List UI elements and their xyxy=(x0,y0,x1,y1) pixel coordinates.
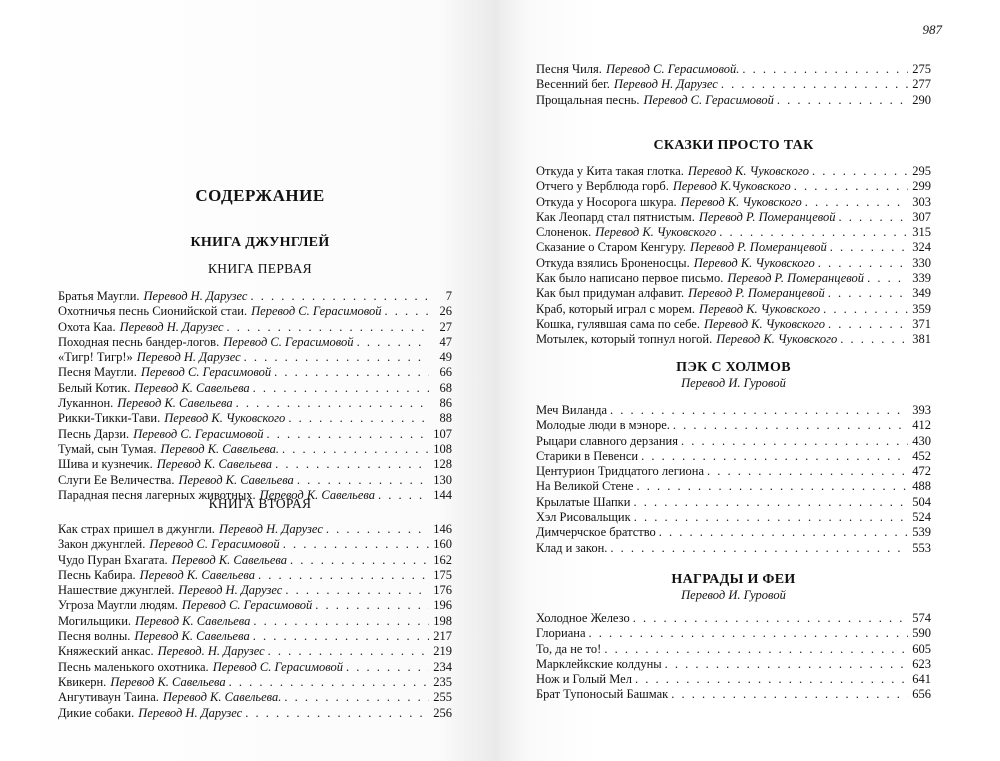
toc-entry-page-number: 217 xyxy=(433,629,452,644)
toc-entry xyxy=(58,629,452,644)
dot-leader xyxy=(250,289,429,304)
dot-leader xyxy=(227,320,429,335)
toc-entry-title: Как Леопард стал пятнистым. xyxy=(536,209,695,224)
toc-entry-page-number: 590 xyxy=(912,626,931,641)
toc-entry-translator: Перевод Н. Дарузес xyxy=(119,319,224,334)
toc-entry xyxy=(58,568,452,583)
toc-entry xyxy=(58,706,452,721)
toc-entry-translator: Перевод К.Чуковского xyxy=(672,179,791,194)
toc-entry xyxy=(58,473,452,488)
toc-entry-page-number: 393 xyxy=(912,403,931,417)
toc-entry-translator: Перевод С. Герасимовой xyxy=(140,365,272,380)
dot-leader xyxy=(589,626,909,641)
dot-leader xyxy=(229,675,429,690)
dot-leader xyxy=(777,93,908,108)
toc-entry-title: Мотылек, который топнул ногой. xyxy=(536,332,713,347)
toc-entry-page-number: 539 xyxy=(912,525,931,540)
toc-entry-translator: Перевод Н. Дарузес xyxy=(613,77,718,92)
toc-entry-page-number: 26 xyxy=(439,304,452,319)
dot-leader xyxy=(830,240,908,255)
toc-entry-title: Дикие собаки. xyxy=(58,705,135,720)
toc-entry xyxy=(536,286,931,301)
toc-entry-translator: Перевод К. Савельева xyxy=(135,613,251,628)
toc-entry-translator: Перевод К. Чуковского xyxy=(164,411,286,426)
toc-entry-page-number: 315 xyxy=(912,225,931,240)
toc-entry-translator: Перевод К. Савельева xyxy=(171,552,288,567)
toc-entry-translator: Перевод С. Герасимовой xyxy=(149,537,280,552)
toc-entry-title: Меч Виланда xyxy=(536,403,608,417)
toc-entry-translator: Перевод К. Савельева xyxy=(178,472,294,487)
toc-entry xyxy=(536,611,931,626)
toc-entry-page-number: 7 xyxy=(445,289,452,303)
toc-entry-title: Песня Маугли. xyxy=(58,365,137,380)
contents-heading: СОДЕРЖАНИЕ xyxy=(195,186,325,205)
toc-entry xyxy=(58,660,452,675)
toc-entry xyxy=(536,62,931,77)
toc-entry-title: Песнь Дарзи. xyxy=(58,426,130,441)
toc-entry-title: Нашествие джунглей. xyxy=(58,583,175,598)
dot-leader xyxy=(244,350,429,365)
dot-leader xyxy=(253,614,429,629)
toc-entry-title: «Тигр! Тигр!» xyxy=(58,350,133,365)
dot-leader xyxy=(283,537,429,552)
toc-entry-title: Прощальная песнь. xyxy=(536,92,640,107)
rewards-heading: НАГРАДЫ И ФЕИ xyxy=(671,572,796,587)
toc-entry xyxy=(536,77,931,92)
just-so-toc xyxy=(536,164,931,348)
toc-entry-title: Как было написано первое письмо. xyxy=(536,271,724,286)
book-two-toc xyxy=(58,522,452,721)
jungle-book-heading: КНИГА ДЖУНГЛЕЙ xyxy=(190,235,330,250)
dot-leader xyxy=(828,317,908,332)
toc-entry-page-number: 524 xyxy=(912,510,931,525)
toc-entry-title: Песнь маленького охотника. xyxy=(58,659,209,674)
toc-entry xyxy=(536,449,931,464)
toc-entry-translator: Перевод К. Чуковского xyxy=(716,332,838,347)
toc-entry-title: Откуда у Кита такая глотка. xyxy=(536,164,684,178)
toc-entry-title: Охотничья песнь Сионийской стаи. xyxy=(58,304,248,319)
toc-entry-translator: Перевод Н. Дарузес xyxy=(218,522,323,536)
toc-entry-page-number: 234 xyxy=(433,659,452,674)
toc-entry-title: Старики в Певенси xyxy=(536,448,639,463)
toc-entry-page-number: 472 xyxy=(912,464,931,479)
toc-entry-title: Брат Тупоносый Башмак xyxy=(536,687,669,702)
dot-leader xyxy=(867,271,908,286)
toc-entry-translator: Перевод К. Савельева xyxy=(134,380,250,395)
toc-entry xyxy=(536,418,931,433)
toc-entry-page-number: 235 xyxy=(433,674,452,689)
just-so-heading: СКАЗКИ ПРОСТО ТАК xyxy=(653,138,814,153)
toc-entry-page-number: 381 xyxy=(912,332,931,347)
toc-entry xyxy=(536,164,931,179)
toc-entry-title: Охота Каа. xyxy=(58,319,116,334)
dot-leader xyxy=(633,495,908,510)
toc-entry xyxy=(536,240,931,255)
toc-entry-translator: Перевод К. Савельева xyxy=(156,457,273,472)
dot-leader xyxy=(284,690,429,705)
toc-entry-translator: Перевод. Н. Дарузес xyxy=(157,644,265,659)
toc-entry-title: Могильщики. xyxy=(58,613,132,628)
toc-entry-translator: Перевод К. Чуковского xyxy=(595,225,717,240)
dot-leader xyxy=(315,598,429,613)
dot-leader xyxy=(636,479,908,494)
toc-entry-page-number: 47 xyxy=(439,334,452,349)
toc-entry-title: Слуги Ее Величества. xyxy=(58,472,175,487)
toc-entry-translator: Перевод К. Чуковского xyxy=(703,316,826,331)
toc-entry-page-number: 623 xyxy=(912,656,931,671)
toc-entry-page-number: 371 xyxy=(912,316,931,331)
dot-leader xyxy=(673,418,908,433)
toc-entry xyxy=(536,179,931,194)
toc-entry-translator: Перевод К. Савельева xyxy=(110,674,226,689)
toc-entry-translator: Перевод Р. Померанцевой xyxy=(688,286,825,301)
toc-entry-page-number: 49 xyxy=(439,350,452,365)
toc-entry-title: Как страх пришел в джунгли. xyxy=(58,522,215,536)
toc-entry xyxy=(58,350,452,365)
toc-entry-title: Луканнон. xyxy=(58,396,114,411)
toc-entry-page-number: 330 xyxy=(912,255,931,270)
toc-entry-title: Чудо Пуран Бхагата. xyxy=(58,552,168,567)
toc-entry-title: Ангутиваун Таина. xyxy=(58,690,159,705)
toc-entry-translator: Перевод Н. Дарузес xyxy=(136,350,241,365)
toc-entry-page-number: 553 xyxy=(912,540,931,555)
toc-entry-page-number: 359 xyxy=(912,301,931,316)
dot-leader xyxy=(267,427,429,442)
toc-entry xyxy=(58,614,452,629)
toc-entry-translator: Перевод С. Герасимовой xyxy=(212,659,344,674)
toc-entry xyxy=(536,541,931,556)
toc-entry-translator: Перевод Р. Померанцевой xyxy=(727,271,865,286)
toc-entry-page-number: 641 xyxy=(912,672,931,687)
toc-entry xyxy=(536,210,931,225)
toc-entry-title: Слоненок. xyxy=(536,225,592,240)
dot-leader xyxy=(275,457,429,472)
toc-entry-page-number: 219 xyxy=(433,644,452,659)
toc-entry xyxy=(58,381,452,396)
toc-entry-page-number: 107 xyxy=(433,426,452,441)
toc-entry-title: Белый Котик. xyxy=(58,380,131,395)
toc-entry xyxy=(58,365,452,380)
toc-entry-title: Весенний бег. xyxy=(536,77,610,92)
dot-leader xyxy=(828,286,908,301)
toc-entry-page-number: 144 xyxy=(433,487,452,502)
toc-entry-translator: Перевод К. Савельева xyxy=(117,396,233,411)
toc-entry-title: Песня волны. xyxy=(58,629,131,644)
toc-entry xyxy=(58,522,452,537)
toc-entry-translator: Перевод С. Герасимовой xyxy=(251,304,382,319)
toc-entry-page-number: 160 xyxy=(433,537,452,552)
toc-entry-translator: Перевод Н. Дарузес xyxy=(178,583,283,598)
toc-entry-translator: Перевод К. Чуковского xyxy=(687,164,809,178)
toc-entry-page-number: 86 xyxy=(439,396,452,411)
dot-leader xyxy=(659,525,908,540)
toc-entry-title: Как был придуман алфавит. xyxy=(536,286,685,301)
dot-leader xyxy=(610,403,908,418)
toc-entry-title: Нож и Голый Мел xyxy=(536,672,632,687)
toc-entry-page-number: 176 xyxy=(433,583,452,598)
book-two-heading: КНИГА ВТОРАЯ xyxy=(208,496,312,511)
dot-leader xyxy=(707,464,908,479)
toc-entry-title: То, да не то! xyxy=(536,641,602,656)
toc-entry xyxy=(58,537,452,552)
dot-leader xyxy=(681,434,908,449)
toc-entry xyxy=(536,93,931,108)
dot-leader xyxy=(274,365,429,380)
toc-entry xyxy=(536,332,931,347)
toc-entry-title: Песнь Кабира. xyxy=(58,567,136,582)
puck-toc xyxy=(536,403,931,556)
dot-leader xyxy=(641,449,908,464)
toc-entry xyxy=(58,644,452,659)
dot-leader xyxy=(719,225,908,240)
toc-entry xyxy=(58,320,452,335)
dot-leader xyxy=(253,629,429,644)
toc-entry-translator: Перевод К. Савельева. xyxy=(162,690,282,705)
puck-heading: ПЭК С ХОЛМОВ xyxy=(676,360,791,375)
toc-entry xyxy=(536,657,931,672)
toc-entry-page-number: 255 xyxy=(433,690,452,705)
toc-entry xyxy=(58,304,452,319)
toc-entry-title: Крылатые Шапки xyxy=(536,494,631,509)
toc-entry-page-number: 27 xyxy=(439,319,452,334)
dot-leader xyxy=(290,553,429,568)
toc-entry-page-number: 605 xyxy=(912,641,931,656)
toc-entry-translator: Перевод К. Савельева xyxy=(134,629,250,644)
dot-leader xyxy=(357,335,429,350)
toc-entry xyxy=(536,195,931,210)
toc-entry-page-number: 275 xyxy=(912,62,931,76)
toc-entry xyxy=(536,225,931,240)
dot-leader xyxy=(258,568,429,583)
toc-entry xyxy=(536,642,931,657)
toc-entry-page-number: 303 xyxy=(912,194,931,209)
book-one-toc xyxy=(58,289,452,503)
toc-entry xyxy=(536,626,931,641)
toc-entry-page-number: 128 xyxy=(433,457,452,472)
toc-entry xyxy=(58,675,452,690)
toc-entry-title: Глориана xyxy=(536,626,586,641)
dot-leader xyxy=(236,396,429,411)
dot-leader xyxy=(742,62,908,77)
toc-entry-title: Отчего у Верблюда горб. xyxy=(536,179,669,194)
dot-leader xyxy=(794,179,908,194)
toc-entry-title: Рикки-Тикки-Тави. xyxy=(58,411,161,426)
toc-entry-page-number: 324 xyxy=(912,240,931,255)
toc-entry-page-number: 290 xyxy=(912,92,931,107)
toc-entry-title: Холодное Железо xyxy=(536,611,630,625)
toc-entry-title: Походная песнь бандер-логов. xyxy=(58,334,220,349)
toc-entry xyxy=(536,256,931,271)
toc-entry-page-number: 488 xyxy=(912,479,931,494)
toc-entry xyxy=(536,525,931,540)
toc-entry-page-number: 574 xyxy=(912,611,931,625)
toc-entry-page-number: 108 xyxy=(433,441,452,456)
toc-entry-page-number: 504 xyxy=(912,494,931,509)
toc-entry-title: Марклейкские колдуны xyxy=(536,656,662,671)
dot-leader xyxy=(840,332,908,347)
book-one-heading: КНИГА ПЕРВАЯ xyxy=(208,261,312,276)
toc-entry-page-number: 307 xyxy=(912,209,931,224)
toc-entry-translator: Перевод Н. Дарузес xyxy=(143,289,248,303)
toc-entry-page-number: 198 xyxy=(433,613,452,628)
toc-entry xyxy=(536,317,931,332)
toc-entry xyxy=(536,495,931,510)
toc-entry-title: Откуда взялись Броненосцы. xyxy=(536,255,690,270)
toc-entry-page-number: 299 xyxy=(912,179,931,194)
toc-entry-title: Шива и кузнечик. xyxy=(58,457,153,472)
toc-entry-translator: Перевод С. Герасимовой. xyxy=(605,62,740,76)
dot-leader xyxy=(635,672,908,687)
toc-entry-page-number: 68 xyxy=(439,380,452,395)
toc-entry xyxy=(58,553,452,568)
toc-entry-page-number: 349 xyxy=(912,286,931,301)
toc-entry xyxy=(58,427,452,442)
toc-entry-page-number: 88 xyxy=(439,411,452,426)
dot-leader xyxy=(346,660,429,675)
toc-entry xyxy=(536,302,931,317)
toc-entry-title: Братья Маугли. xyxy=(58,289,140,303)
toc-entry xyxy=(58,411,452,426)
page-number: 987 xyxy=(922,22,942,37)
dot-leader xyxy=(665,657,908,672)
toc-entry-translator: Перевод К. Савельева. xyxy=(160,441,279,456)
toc-entry-page-number: 196 xyxy=(433,598,452,613)
toc-entry-page-number: 162 xyxy=(433,552,452,567)
dot-leader xyxy=(268,644,429,659)
toc-entry-page-number: 339 xyxy=(912,271,931,286)
toc-entry-translator: Перевод К. Чуковского xyxy=(693,255,815,270)
right-page xyxy=(498,0,1000,761)
puck-translator: Перевод И. Гуровой xyxy=(681,376,786,390)
toc-entry-page-number: 277 xyxy=(912,77,931,92)
toc-entry xyxy=(58,598,452,613)
dot-leader xyxy=(818,256,908,271)
toc-entry-page-number: 412 xyxy=(912,418,931,433)
dot-leader xyxy=(285,583,429,598)
toc-entry-title: Клад и закон. xyxy=(536,540,608,555)
toc-entry-translator: Перевод С. Герасимовой xyxy=(181,598,313,613)
toc-entry-translator: Перевод К. Савельева xyxy=(259,487,376,502)
dot-leader xyxy=(633,611,908,626)
toc-entry xyxy=(58,690,452,705)
rewards-translator: Перевод И. Гуровой xyxy=(681,588,786,602)
dot-leader xyxy=(805,195,908,210)
toc-entry xyxy=(536,464,931,479)
toc-entry xyxy=(536,672,931,687)
dot-leader xyxy=(812,164,908,179)
toc-entry-translator: Перевод С. Герасимовой xyxy=(133,426,264,441)
toc-entry-translator: Перевод С. Герасимовой xyxy=(643,92,774,107)
toc-entry-page-number: 430 xyxy=(912,433,931,448)
toc-entry-title: Димчерчское братство xyxy=(536,525,656,540)
toc-entry-title: Сказание о Старом Кенгуру. xyxy=(536,240,686,255)
toc-entry xyxy=(58,457,452,472)
toc-entry-title: Откуда у Носорога шкура. xyxy=(536,194,677,209)
toc-entry-translator: Перевод К. Чуковского xyxy=(680,194,802,209)
toc-entry-translator: Перевод К. Савельева xyxy=(139,567,255,582)
toc-entry-page-number: 256 xyxy=(433,705,452,720)
toc-entry xyxy=(536,403,931,418)
toc-entry-page-number: 452 xyxy=(912,448,931,463)
continued-toc xyxy=(536,62,931,108)
toc-entry xyxy=(58,335,452,350)
toc-entry xyxy=(58,289,452,304)
toc-entry xyxy=(58,442,452,457)
dot-leader xyxy=(245,706,429,721)
rewards-toc xyxy=(536,611,931,703)
dot-leader xyxy=(282,442,429,457)
dot-leader xyxy=(610,541,908,556)
toc-entry xyxy=(58,396,452,411)
dot-leader xyxy=(839,210,908,225)
toc-entry-title: Угроза Маугли людям. xyxy=(58,598,178,613)
toc-entry-page-number: 295 xyxy=(912,164,931,178)
toc-entry-translator: Перевод К. Чуковского xyxy=(699,301,821,316)
toc-entry-page-number: 66 xyxy=(439,365,452,380)
toc-entry xyxy=(536,510,931,525)
dot-leader xyxy=(823,302,908,317)
toc-entry-title: Тумай, сын Тумая. xyxy=(58,441,157,456)
toc-entry-title: Песня Чиля. xyxy=(536,62,602,76)
toc-entry-translator: Перевод Р. Померанцевой xyxy=(698,209,836,224)
toc-entry-title: Краб, который играл с морем. xyxy=(536,301,696,316)
toc-entry xyxy=(536,687,931,702)
dot-leader xyxy=(634,510,908,525)
left-page xyxy=(0,0,498,761)
toc-entry-page-number: 146 xyxy=(433,522,452,536)
toc-entry-title: На Великой Стене xyxy=(536,479,634,494)
toc-entry xyxy=(536,434,931,449)
toc-entry-page-number: 130 xyxy=(433,472,452,487)
toc-entry xyxy=(536,479,931,494)
toc-entry-title: Княжеский анкас. xyxy=(58,644,154,659)
toc-entry-title: Закон джунглей. xyxy=(58,537,146,552)
toc-entry-translator: Перевод Н. Дарузес xyxy=(138,705,243,720)
dot-leader xyxy=(604,642,908,657)
dot-leader xyxy=(721,77,908,92)
dot-leader xyxy=(253,381,429,396)
toc-entry-title: Кошка, гулявшая сама по себе. xyxy=(536,316,700,331)
toc-entry xyxy=(58,583,452,598)
dot-leader xyxy=(671,687,908,702)
toc-entry-page-number: 175 xyxy=(433,567,452,582)
dot-leader xyxy=(297,473,429,488)
toc-entry xyxy=(536,271,931,286)
toc-entry-translator: Перевод Р. Померанцевой xyxy=(690,240,827,255)
toc-entry-page-number: 656 xyxy=(912,687,931,702)
toc-entry-title: Молодые люди в мэноре. xyxy=(536,418,670,433)
dot-leader xyxy=(384,304,429,319)
dot-leader xyxy=(288,411,429,426)
toc-entry-title: Квикерн. xyxy=(58,674,107,689)
toc-entry-title: Парадная песня лагерных животных. xyxy=(58,487,256,502)
toc-entry-title: Хэл Рисовальщик xyxy=(536,510,631,525)
toc-entry-title: Центурион Тридцатого легиона xyxy=(536,464,705,479)
toc-entry-title: Рыцари славного дерзания xyxy=(536,433,678,448)
dot-leader xyxy=(326,522,429,537)
toc-entry-translator: Перевод С. Герасимовой xyxy=(223,334,354,349)
